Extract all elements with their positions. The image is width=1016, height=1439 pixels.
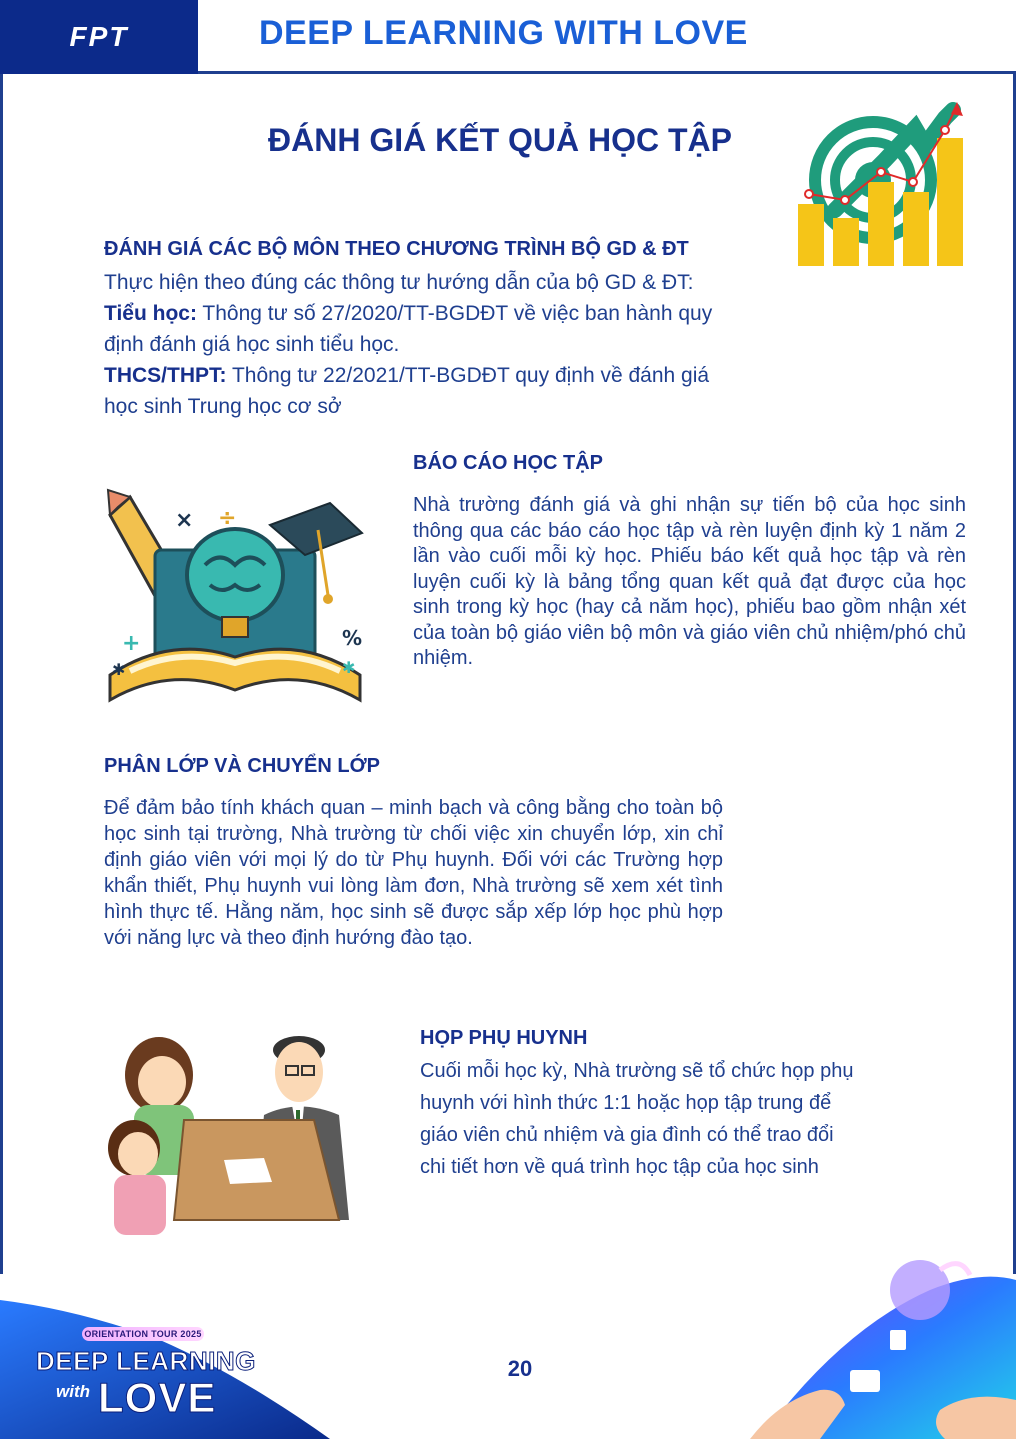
- section3-title: PHÂN LỚP VÀ CHUYỂN LỚP: [104, 755, 381, 777]
- section4-line4: chi tiết hơn về quá trình học tập của học sinh: [420, 1156, 819, 1178]
- secondary-text: Thông tư 22/2021/TT-BGDĐT quy định về đánh giá: [226, 364, 710, 387]
- brand-deep-learning: DEEP LEARNING: [36, 1346, 256, 1376]
- section3-body: Để đảm bảo tính khách quan – minh bạch và công bằng cho toàn bộ học sinh tại trường, Nhà trường từ chối việc xin chuyển lớp, xin chỉ định giáo viên với mọi lý do từ Phụ huynh. Đối với các Trường hợp khẩn thiết, Phụ huynh vui lòng làm đơn, Nhà trường sẽ xem xét tình hình thực tế. Hằng năm, học sinh sẽ được sắp xếp lớp học phù hợp với năng lực và theo định hướng đào tạo.: [104, 797, 723, 949]
- logo-text: FPT: [69, 21, 129, 52]
- section4-line2: huynh với hình thức 1:1 hoặc họp tập trung để: [420, 1092, 832, 1114]
- brand-love: LOVE: [98, 1374, 217, 1421]
- svg-text:×: ×: [175, 508, 194, 533]
- section1-body: [104, 267, 824, 422]
- primary-text-cont: định đánh giá học sinh tiểu học.: [104, 333, 400, 356]
- section2-title: BÁO CÁO HỌC TẬP: [413, 452, 603, 474]
- section1-secondary: [104, 360, 824, 391]
- primary-text: Thông tư số 27/2020/TT-BGDĐT về việc ban hành quy: [196, 302, 713, 325]
- section4-title: HỌP PHỤ HUYNH: [420, 1027, 588, 1049]
- svg-text:÷: ÷: [218, 506, 237, 531]
- svg-text:+: +: [122, 631, 141, 656]
- primary-label: Tiểu học:: [104, 302, 197, 325]
- page-header: [0, 0, 1016, 74]
- svg-text:✱: ✱: [342, 658, 356, 677]
- growth-chart-illustration: [795, 100, 967, 266]
- section4-line1: Cuối mỗi học kỳ, Nhà trường sẽ tổ chức họp phụ: [420, 1060, 854, 1082]
- page-number: 20: [507, 1356, 533, 1381]
- secondary-text-cont: học sinh Trung học cơ sở: [104, 395, 342, 418]
- secondary-label: THCS/THPT:: [104, 364, 227, 387]
- brain-book-illustration: [100, 485, 370, 715]
- fpt-logo: [0, 0, 198, 74]
- section4-body: [420, 1055, 980, 1183]
- svg-text:✱: ✱: [112, 660, 126, 679]
- header-title: DEEP LEARNING WITH LOVE: [259, 14, 748, 52]
- section1-intro: Thực hiện theo đúng các thông tư hướng dẫn của bộ GD & ĐT:: [104, 271, 694, 294]
- page-title: ĐÁNH GIÁ KẾT QUẢ HỌC TẬP: [268, 122, 732, 158]
- parent-meeting-illustration: [104, 1020, 356, 1240]
- footer-wave-right: [640, 1250, 1016, 1439]
- section4-line3: giáo viên chủ nhiệm và gia đình có thể trao đổi: [420, 1124, 834, 1146]
- section2-body: Nhà trường đánh giá và ghi nhận sự tiến bộ của học sinh thông qua các báo cáo học tập và rèn luyện định kỳ 1 năm 2 lần vào cuối mỗi kỳ học. Phiếu báo kết quả học tập và rèn luyện cuối kỳ là bảng tổng quan kết quả đạt được của học sinh trong kỳ học (hay cả năm học), phiếu bao gồm nhận xét của toàn bộ giáo viên bộ môn và giáo viên chủ nhiệm/phó chủ nhiệm.: [413, 494, 966, 669]
- section1-title: ĐÁNH GIÁ CÁC BỘ MÔN THEO CHƯƠNG TRÌNH BỘ GD & ĐT: [104, 238, 689, 260]
- brand-with: with: [56, 1382, 90, 1401]
- page-border-left: [0, 74, 3, 1274]
- svg-text:%: %: [342, 626, 363, 650]
- tour-badge: ORIENTATION TOUR 2025: [82, 1327, 204, 1341]
- section1-primary: [104, 298, 824, 329]
